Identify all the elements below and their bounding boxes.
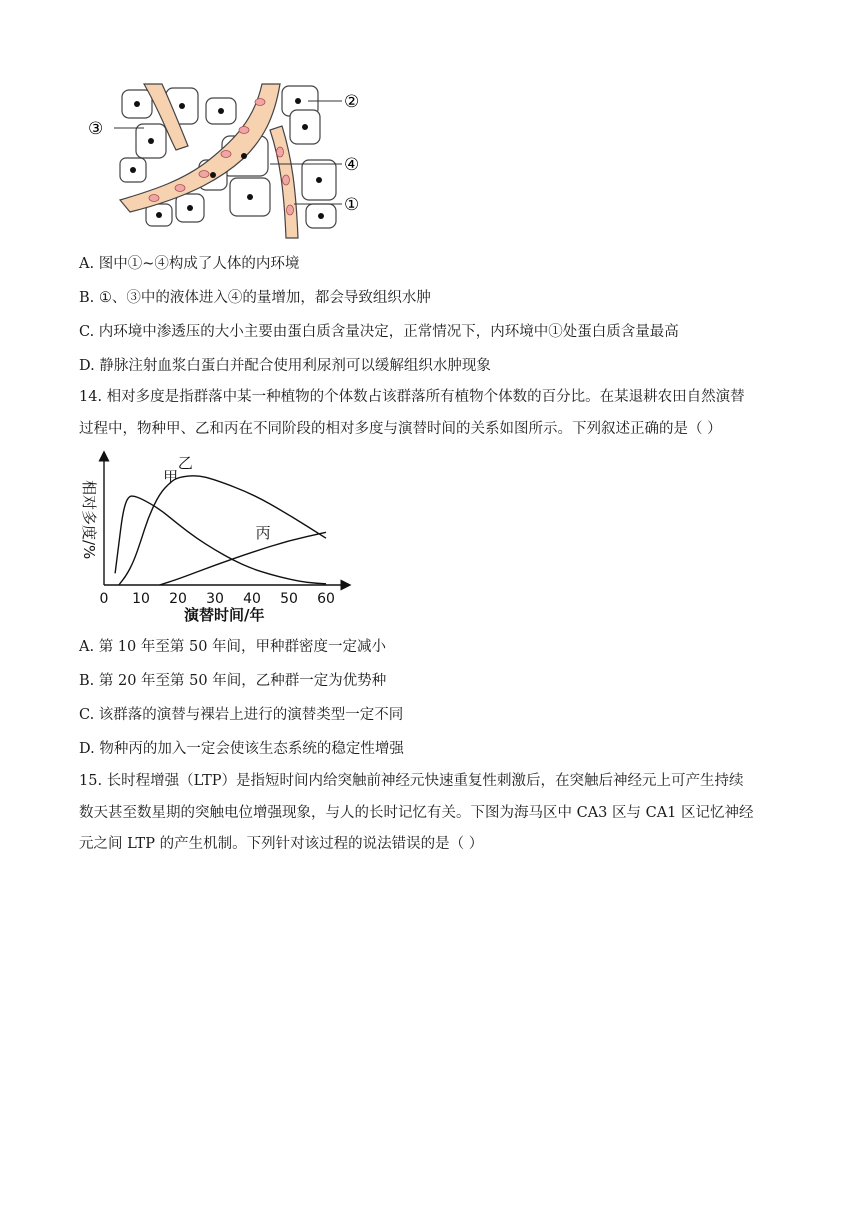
red-blood-cell [239, 127, 249, 134]
q15-stem-line: 数天甚至数星期的突触电位增强现象，与人的长时记忆有关。下图为海马区中 CA3 区与 CA1 区记忆神经 [79, 804, 754, 821]
red-blood-cell [283, 175, 290, 185]
series-label-2: 乙 [177, 454, 193, 472]
label-4: ④ [344, 155, 360, 175]
red-blood-cell [199, 171, 209, 178]
series-label-3: 丙 [255, 524, 271, 543]
q14-stem-line: 14. 相对多度是指群落中某一种植物的个体数占该群落所有植物个体数的百分比。在某退耕农田自然演替 [79, 389, 745, 405]
x-tick-label: 40 [243, 591, 261, 607]
q13-option-c: C. 内环境中渗透压的大小主要由蛋白质含量决定，正常情况下，内环境中①处蛋白质含量最高 [79, 324, 679, 340]
x-tick-label: 10 [132, 591, 150, 607]
label-3: ③ [88, 119, 104, 139]
q15-stem [79, 766, 785, 861]
relative-abundance-chart [76, 450, 356, 630]
q13-option-a: A. 图中①~④构成了人体的内环境 [79, 256, 300, 272]
red-blood-cell [277, 147, 284, 157]
red-blood-cell [221, 151, 231, 158]
series-line-3 [160, 532, 327, 585]
x-tick-label: 0 [99, 591, 109, 607]
x-tick-label: 20 [169, 591, 187, 607]
red-blood-cell [149, 195, 159, 202]
red-blood-cell [287, 205, 294, 215]
series-label-1: 甲 [163, 468, 179, 487]
y-axis-label: 相对多度/% [80, 480, 98, 560]
label-1: ① [344, 195, 360, 215]
red-blood-cell [255, 99, 265, 106]
label-2: ② [344, 92, 360, 112]
x-axis-label: 演替时间/年 [184, 606, 265, 624]
q14-stem-line: 过程中，物种甲、乙和丙在不同阶段的相对多度与演替时间的关系如图所示。下列叙述正确的是（ ） [79, 420, 722, 437]
series-line-2 [119, 476, 326, 585]
q13-option-d: D. 静脉注射血浆白蛋白并配合使用利尿剂可以缓解组织水肿现象 [79, 358, 491, 374]
q14-stem [79, 382, 785, 445]
x-tick-label: 30 [206, 591, 224, 607]
q13-option-b: B. ①、③中的液体进入④的量增加，都会导致组织水肿 [79, 290, 431, 306]
internal-environment-diagram [84, 80, 374, 240]
q14-option-c: C. 该群落的演替与裸岩上进行的演替类型一定不同 [79, 707, 404, 723]
x-tick-label: 60 [317, 591, 335, 607]
q14-option-d: D. 物种丙的加入一定会使该生态系统的稳定性增强 [79, 741, 404, 757]
q15-stem-line: 15. 长时程增强（LTP）是指短时间内给突触前神经元快速重复性刺激后，在突触后神经元上可产生持续 [79, 773, 744, 789]
x-tick-label: 50 [280, 591, 298, 607]
q14-option-b: B. 第 20 年至第 50 年间，乙种群一定为优势种 [79, 673, 387, 689]
q15-stem-line: 元之间 LTP 的产生机制。下列针对该过程的说法错误的是（ ） [79, 836, 484, 852]
red-blood-cell [175, 185, 185, 192]
q14-option-a: A. 第 10 年至第 50 年间，甲种群密度一定减小 [79, 639, 387, 655]
